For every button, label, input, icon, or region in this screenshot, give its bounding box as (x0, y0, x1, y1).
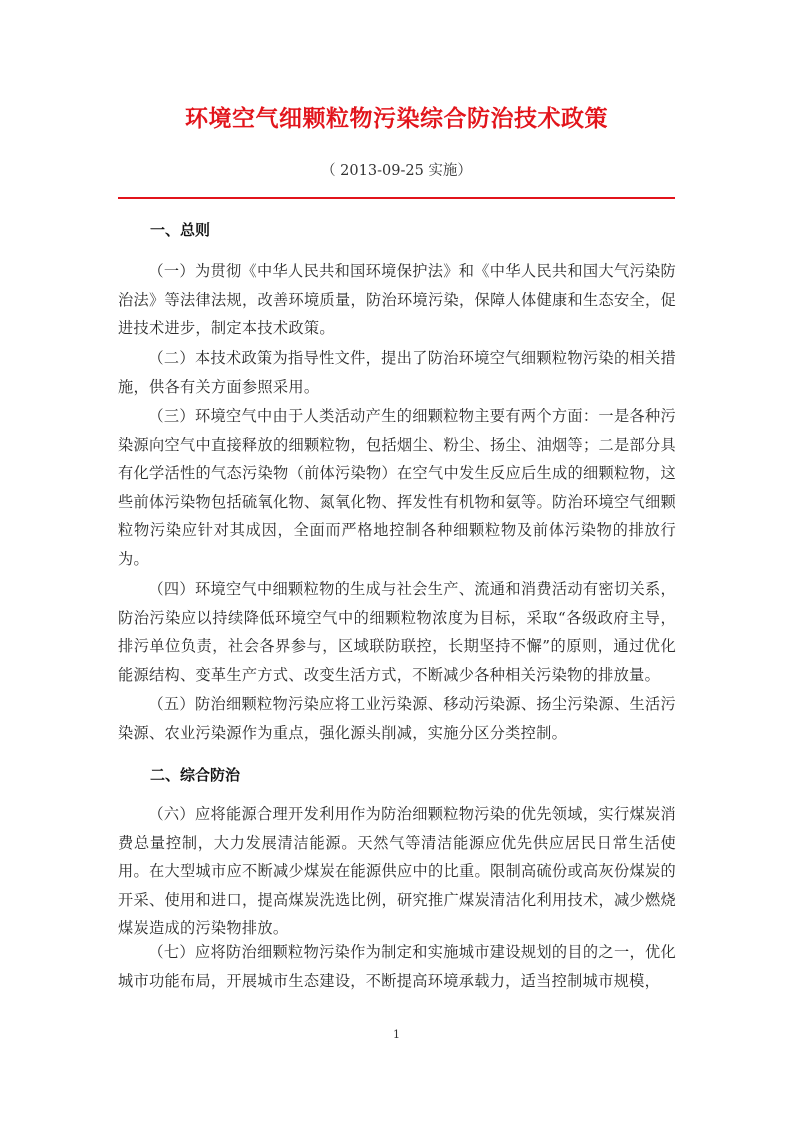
paragraph-3: （三）环境空气中由于人类活动产生的细颗粒物主要有两个方面：一是各种污染源向空气中直接释放的细颗粒物，包括烟尘、粉尘、扬尘、油烟等；二是部分具有化学活性的气态污染物（前体污染物）在空气中发生反应后生成的细颗粒物，这些前体污染物包括硫氧化物、氮氧化物、挥发性有机物和氨等。防治环境空气细颗粒物污染应针对其成因，全面而严格地控制各种细颗粒物及前体污染物的排放行为。 (118, 407, 676, 568)
paragraph-1: （一）为贯彻《中华人民共和国环境保护法》和《中华人民共和国大气污染防治法》等法律法规，改善环境质量，防治环境污染，保障人体健康和生态安全，促进技术进步，制定本技术政策。 (118, 262, 676, 338)
paragraph-6: （六）应将能源合理开发利用作为防治细颗粒物污染的优先领域，实行煤炭消费总量控制，大力发展清洁能源。天然气等清洁能源应优先供应居民日常生活使用。在大型城市应不断减少煤炭在能源供应中的比重。限制高硫份或高灰份煤炭的开采、使用和进口，提高煤炭洗选比例，研究推广煤炭清洁化利用技术，减少燃烧煤炭造成的污染物排放。 (118, 805, 676, 938)
paragraph-4: （四）环境空气中细颗粒物的生成与社会生产、流通和消费活动有密切关系，防治污染应以持续降低环境空气中的细颗粒物浓度为目标，采取“各级政府主导，排污单位负责，社会各界参与，区域联防联控，长期坚持不懈”的原则，通过优化能源结构、变革生产方式、改变生活方式，不断减少各种相关污染物的排放量。 (118, 580, 676, 684)
effective-date: （ 2013-09-25 实施） (321, 163, 472, 179)
document-title: 环境空气细颗粒物污染综合防治技术政策 (185, 106, 608, 132)
title-divider (118, 197, 675, 199)
paragraph-2: （二）本技术政策为指导性文件，提出了防治环境空气细颗粒物污染的相关措施，供各有关方面参照采用。 (118, 349, 676, 396)
section-heading-comprehensive: 二、综合防治 (150, 766, 241, 784)
section-heading-general: 一、总则 (150, 221, 211, 239)
paragraph-7: （七）应将防治细颗粒物污染作为制定和实施城市建设规划的目的之一，优化城市功能布局，开展城市生态建设，不断提高环境承载力，适当控制城市规模， (118, 943, 676, 990)
page-number: 1 (393, 1028, 400, 1041)
paragraph-5: （五）防治细颗粒物污染应将工业污染源、移动污染源、扬尘污染源、生活污染源、农业污染源作为重点，强化源头削减，实施分区分类控制。 (118, 695, 676, 742)
